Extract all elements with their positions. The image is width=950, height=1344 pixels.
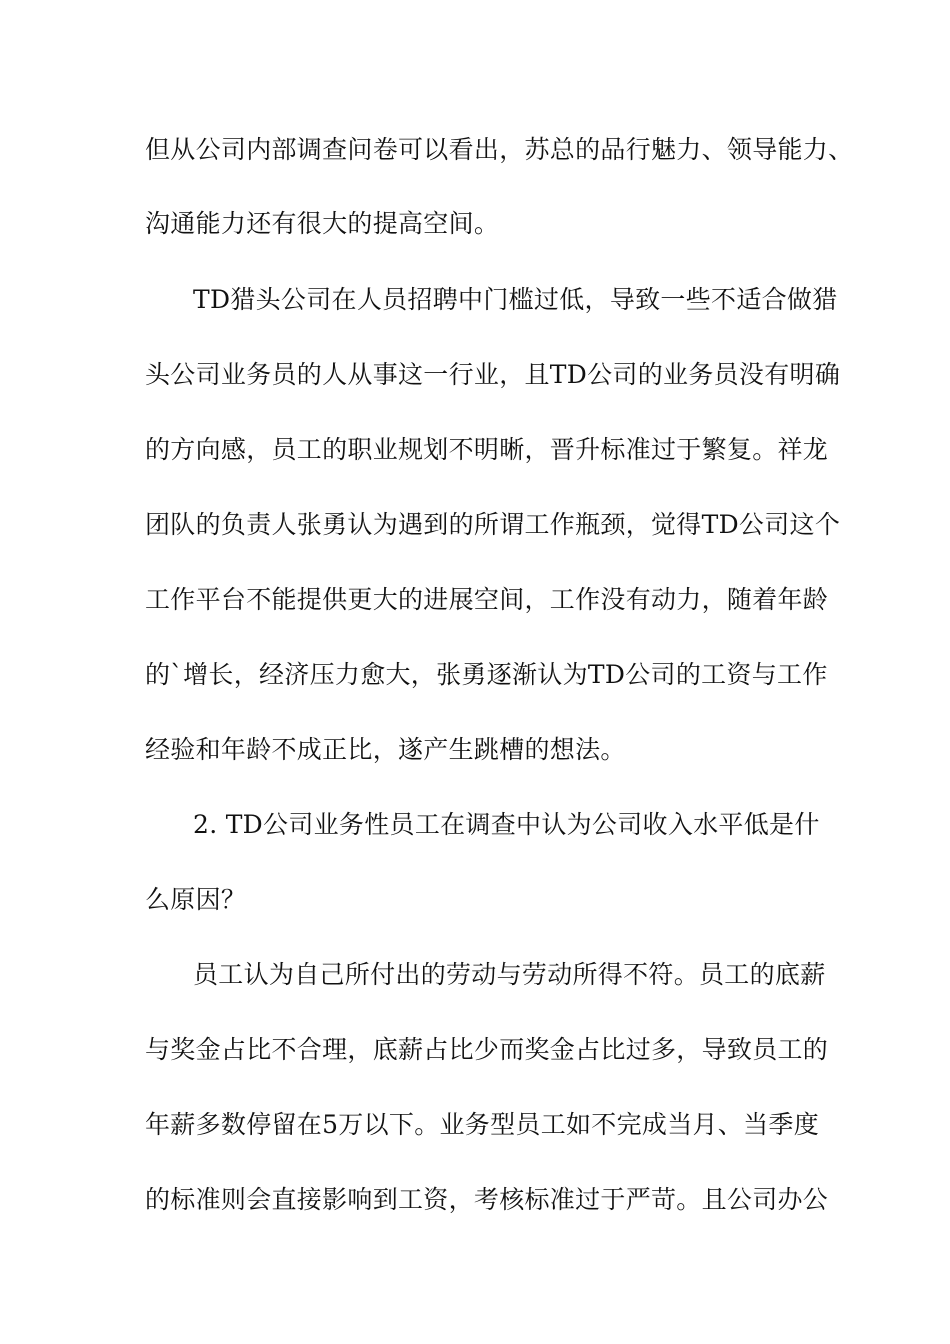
text-line: 经验和年龄不成正比，遂产生跳槽的想法。 bbox=[145, 735, 626, 764]
text-line: 头公司业务员的人从事这一行业，且TD公司的业务员没有明确 bbox=[145, 360, 841, 389]
paragraph-first-line: 员工认为自己所付出的劳动与劳动所得不符。员工的底薪 bbox=[193, 960, 826, 989]
text-line: 与奖金占比不合理，底薪占比少而奖金占比过多，导致员工的 bbox=[145, 1035, 829, 1064]
text-line: 工作平台不能提供更大的进展空间，工作没有动力，随着年龄 bbox=[145, 585, 829, 614]
text-line: 但从公司内部调查问卷可以看出，苏总的品行魅力、领导能力、 bbox=[145, 135, 854, 164]
text-line: 团队的负责人张勇认为遇到的所谓工作瓶颈，觉得TD公司这个 bbox=[145, 510, 841, 539]
text-line: 的方向感，员工的职业规划不明晰，晋升标准过于繁复。祥龙 bbox=[145, 435, 829, 464]
text-line: 年薪多数停留在5万以下。业务型员工如不完成当月、当季度 bbox=[145, 1110, 820, 1139]
text-line: 的`增长，经济压力愈大，张勇逐渐认为TD公司的工资与工作 bbox=[145, 660, 828, 689]
text-line: 的标准则会直接影响到工资，考核标准过于严苛。且公司办公 bbox=[145, 1185, 829, 1214]
text-line: 沟通能力还有很大的提高空间。 bbox=[145, 209, 500, 238]
paragraph-first-line: TD猎头公司在人员招聘中门槛过低，导致一些不适合做猎 bbox=[193, 285, 838, 314]
question-heading: 2. TD公司业务性员工在调查中认为公司收入水平低是什 bbox=[193, 810, 820, 839]
question-heading-continued: 么原因？ bbox=[145, 885, 247, 914]
